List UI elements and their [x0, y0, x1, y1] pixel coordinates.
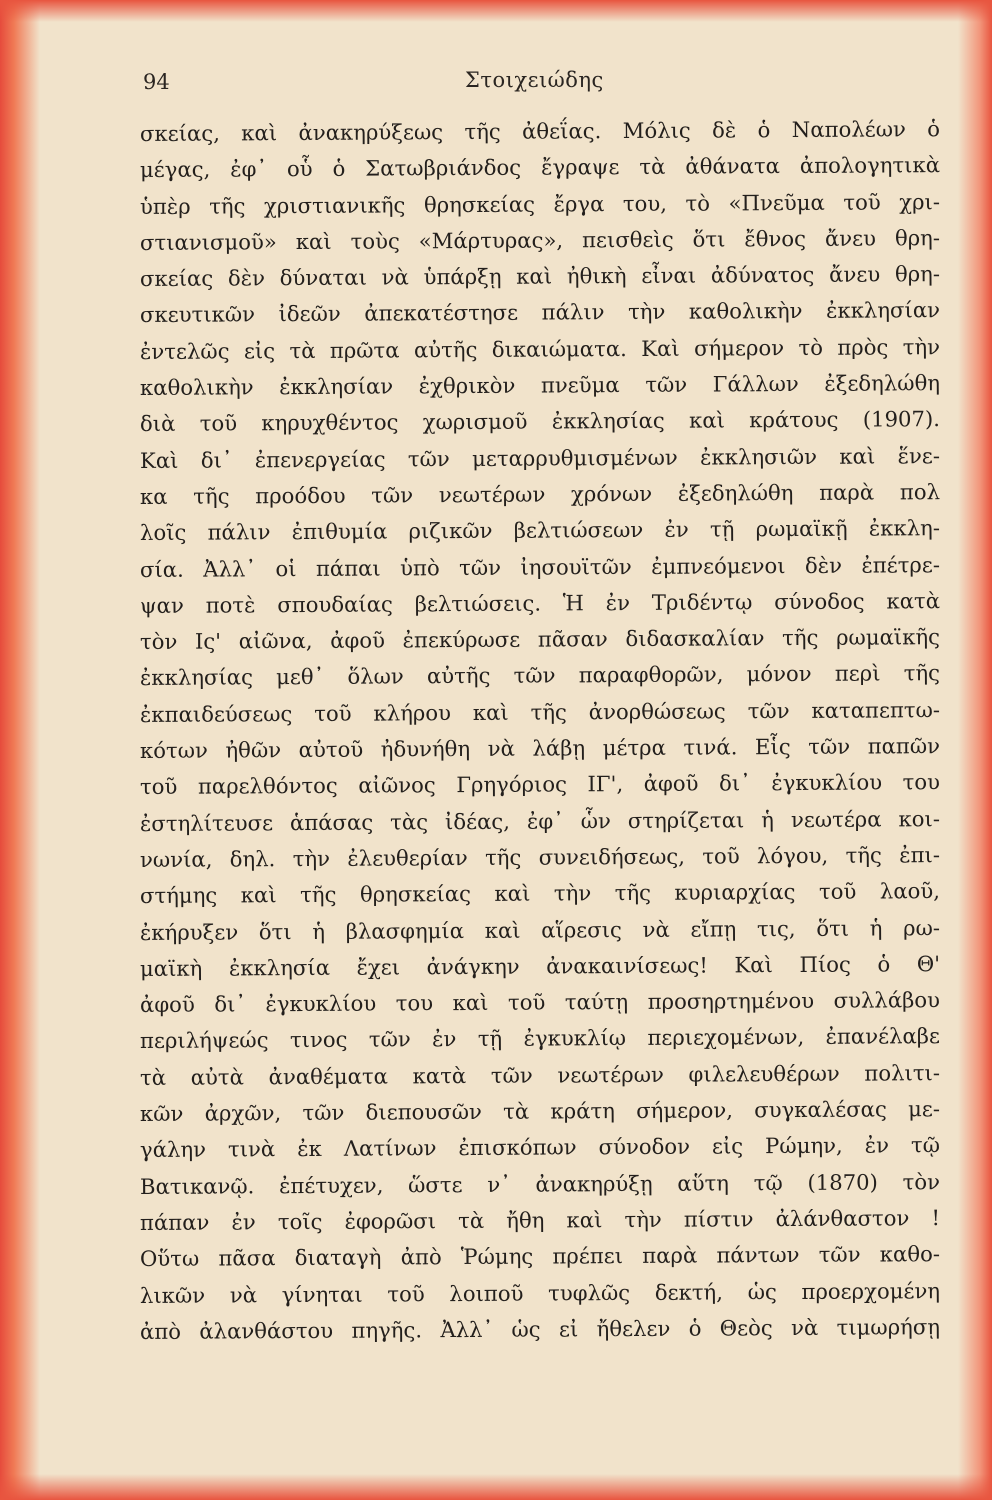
text-line: ἐντελῶς εἰς τὰ πρῶτα αὐτῆς δικαιώματα. Καὶ σήμερον τὸ πρὸς τὴν — [139, 333, 941, 364]
text-line: νωνία, δηλ. τὴν ἐλευθερίαν τῆς συνειδήσεως, τοῦ λόγου, τῆς ἐπι- — [139, 842, 941, 872]
text-line: ἐκήρυξεν ὅτι ἡ βλασφημία καὶ αἵρεσις νὰ εἴπῃ τις, ὅτι ἡ ρω- — [139, 914, 941, 945]
text-line: τοῦ παρελθόντος αἰῶνος Γρηγόριος ΙΓ', ἀφοῦ δι᾽ ἐγκυκλίου του — [139, 769, 941, 800]
text-line: κα τῆς προόδου τῶν νεωτέρων χρόνων ἐξεδηλώθη παρὰ πολ — [139, 479, 941, 509]
text-line: ἀφοῦ δι᾽ ἐγκυκλίου του καὶ τοῦ ταύτῃ προσηρτημένου συλλάβου — [139, 987, 941, 1018]
text-line: σκείας δὲν δύναται νὰ ὑπάρξῃ καὶ ἠθικὴ εἶναι ἀδύνατος ἄνευ θρη- — [139, 261, 941, 292]
text-line: στήμης καὶ τῆς θρησκείας καὶ τὴν τῆς κυριαρχίας τοῦ λαοῦ, — [139, 878, 941, 909]
text-line: Βατικανῷ. ἐπέτυχεν, ὥστε ν᾽ ἀνακηρύξῃ αὕτη τῷ (1870) τὸν — [139, 1168, 941, 1199]
text-line: τὰ αὐτὰ ἀναθέματα κατὰ τῶν νεωτέρων φιλελευθέρων πολιτι- — [139, 1059, 941, 1090]
text-line: Καὶ δι᾽ ἐπενεργείας τῶν μεταρρυθμισμένων ἐκκλησιῶν καὶ ἕνε- — [139, 442, 941, 473]
text-line: διὰ τοῦ κηρυχθέντος χωρισμοῦ ἐκκλησίας καὶ κράτους (1907). — [139, 406, 941, 437]
text-line: μαϊκὴ ἐκκλησία ἔχει ἀνάγκην ἀνακαινίσεως! Καὶ Πίος ὁ Θ' — [139, 950, 941, 981]
text-line: περιλήψεώς τινος τῶν ἐν τῇ ἐγκυκλίῳ περιεχομένων, ἐπανέλαβε — [139, 1023, 941, 1054]
text-line: ἐκπαιδεύσεως τοῦ κλήρου καὶ τῆς ἀνορθώσεως τῶν καταπεπτω- — [139, 696, 941, 727]
page-number: 94 — [143, 70, 170, 94]
text-line: ὑπὲρ τῆς χριστιανικῆς θρησκείας ἔργα του, τὸ «Πνεῦμα τοῦ χρι- — [139, 188, 941, 219]
text-line: ἐστηλίτευσε ἁπάσας τὰς ἰδέας, ἐφ᾽ ὧν στηρίζεται ἡ νεωτέρα κοι- — [139, 805, 941, 836]
running-title: Στοιχειώδης — [465, 68, 604, 92]
page-edge-bottom — [0, 1474, 992, 1500]
text-line: σκείας, καὶ ἀνακηρύξεως τῆς ἀθεΐας. Μόλις δὲ ὁ Ναπολέων ὁ — [139, 116, 941, 146]
text-line: Οὕτω πᾶσα διαταγὴ ἀπὸ Ῥώμης πρέπει παρὰ πάντων τῶν καθο- — [139, 1241, 941, 1272]
page-edge-top — [0, 0, 992, 22]
text-line: στιανισμοῦ» καὶ τοὺς «Μάρτυρας», πεισθεὶς ὅτι ἔθνος ἄνευ θρη- — [139, 225, 941, 255]
text-line: σία. Ἀλλ᾽ οἱ πάπαι ὑπὸ τῶν ἰησουϊτῶν ἐμπνεόμενοι δὲν ἐπέτρε- — [139, 551, 941, 582]
text-line: καθολικὴν ἐκκλησίαν ἐχθρικὸν πνεῦμα τῶν Γάλλων ἐξεδηλώθη — [139, 370, 941, 401]
text-line: τὸν Ις' αἰῶνα, ἀφοῦ ἐπεκύρωσε πᾶσαν διδασκαλίαν τῆς ρωμαϊκῆς — [139, 624, 941, 655]
text-line: μέγας, ἐφ᾽ οὗ ὁ Σατωβριάνδος ἔγραψε τὰ ἀθάνατα ἀπολογητικὰ — [139, 152, 941, 183]
text-line: λοῖς πάλιν ἐπιθυμία ριζικῶν βελτιώσεων ἐν τῇ ρωμαϊκῇ ἐκκλη- — [139, 515, 941, 546]
page-edge-left — [0, 0, 40, 1500]
text-line: κότων ἠθῶν αὐτοῦ ἠδυνήθη νὰ λάβῃ μέτρα τινά. Εἷς τῶν παπῶν — [139, 733, 941, 764]
page-edge-right — [958, 0, 992, 1500]
text-line: ἀπὸ ἀλανθάστου πηγῆς. Ἀλλ᾽ ὡς εἰ ἤθελεν ὁ Θεὸς νὰ τιμωρήσῃ — [139, 1313, 941, 1344]
text-line: πάπαν ἐν τοῖς ἐφορῶσι τὰ ἤθη καὶ τὴν πίστιν ἀλάνθαστον ! — [139, 1205, 941, 1235]
text-line: κῶν ἀρχῶν, τῶν διεπουσῶν τὰ κράτη σήμερον, συγκαλέσας με- — [139, 1096, 941, 1127]
text-line: ἐκκλησίας μεθ᾽ ὅλων αὐτῆς τῶν παραφθορῶν, μόνον περὶ τῆς — [139, 660, 941, 691]
text-line: γάλην τινὰ ἐκ Λατίνων ἐπισκόπων σύνοδον εἰς Ρώμην, ἐν τῷ — [139, 1132, 941, 1163]
text-line: ψαν ποτὲ σπουδαίας βελτιώσεις. Ἡ ἐν Τριδέντῳ σύνοδος κατὰ — [139, 587, 941, 618]
text-line: σκευτικῶν ἰδεῶν ἀπεκατέστησε πάλιν τὴν καθολικὴν ἐκκλησίαν — [139, 297, 941, 328]
text-line: λικῶν νὰ γίνηται τοῦ λοιποῦ τυφλῶς δεκτή, ὡς προερχομένη — [139, 1277, 941, 1308]
text-body — [140, 116, 940, 1350]
